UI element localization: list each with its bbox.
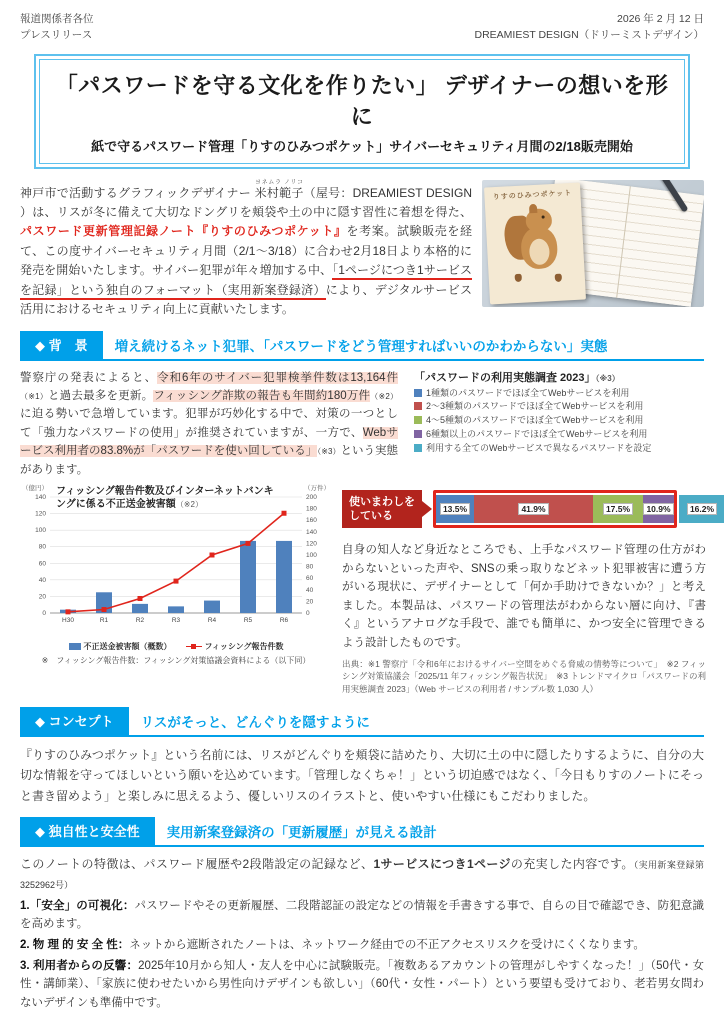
background-right-column (342, 483, 715, 696)
section-heading-originality: 実用新案登録済の「更新履歴」が見える設計 (166, 825, 437, 841)
svg-text:R5: R5 (243, 616, 253, 624)
survey-title: 「パスワードの利用実態調査 2023」（※3） (414, 371, 620, 384)
svg-text:100: 100 (306, 551, 317, 559)
svg-text:40: 40 (306, 586, 314, 594)
section-heading-concept: リスがそっと、どんぐりを隠すように (140, 714, 370, 730)
svg-text:H30: H30 (62, 616, 74, 624)
background-right-paragraph: 自身の知人など身近なところでも、上手なパスワード管理の仕方がわからないといった声や、SNSの乗っ取りなどネット犯罪被害に遭う方がいる現状に、デザイナーとして「何か手助けできないか？」と考えました。本製品は、パスワードの管理法がわからない層に向け、『書く』というアナログな手段で、誰でも簡単に、かつ安全に管理できるよう設計したものです。 (342, 543, 706, 650)
svg-text:120: 120 (35, 510, 46, 518)
svg-text:100: 100 (35, 527, 46, 535)
svg-text:R1: R1 (99, 616, 109, 624)
doctype-line: プレスリリース (20, 28, 93, 41)
survey-panel (414, 369, 704, 479)
section-header-background (20, 331, 704, 361)
audience-line: 報道関係者各位 (20, 13, 94, 25)
survey-legend-item: 2～3種類のパスワードでほぼ全てWebサービスを利用 (414, 401, 704, 412)
svg-text:0: 0 (42, 609, 46, 617)
svg-text:200: 200 (306, 493, 317, 501)
lead-paragraph: 神戸市で活動するグラフィックデザイナー 米村範子ヨネムラ ノリコ（屋号：DREAMIEST DESIGN ）は、リスが冬に備えて大切なドングリを頬袋や土の中に隠す習性に着想を得た、パスワード更新管理記録ノート『りすのひみつポケット』を考案。試験販売を経て、この度サイバーセキュリティ月間（2/1～3/18）に合わせ2月18日より本格的に発売を開始いたします。サイバー犯罪が年々増加する中、「1ページにつき1サービスを記録」という独自のフォーマット（実用新案登録済）により、デジタルサービス活用におけるセキュリティ向上に貢献いたします。 (20, 179, 472, 317)
svg-text:140: 140 (306, 528, 317, 536)
legend-swatch (414, 389, 422, 397)
originality-item: 2. 物 理 的 安 全 性：ネットから遮断されたノートは、ネットワーク経由での不正アクセスリスクを受けにくくなります。 (20, 939, 645, 952)
originality-item: 3. 利用者からの反響：2025年10月から知人・友人を中心に試験販売。「複数あるアカウントの管理がしやすくなった！」（50代・女性・講師業）、「家族に使わせたいから男性向けデザインも欲しい」（60代・女性・パート）という要望も受けており、老若男女問わないデザインも準備中です。 (20, 959, 704, 1009)
svg-text:180: 180 (306, 505, 317, 513)
svg-text:R4: R4 (207, 616, 217, 624)
stack-segment-value: 13.5% (440, 503, 470, 515)
svg-text:160: 160 (306, 517, 317, 525)
section-header-originality (20, 817, 704, 847)
svg-text:140: 140 (35, 493, 46, 501)
stack-segment-value: 10.9% (643, 503, 673, 515)
svg-text:20: 20 (38, 593, 46, 601)
background-content (20, 369, 704, 479)
notebook-cover-photo (484, 182, 586, 304)
survey-legend-item: 1種類のパスワードでほぼ全てWebサービスを利用 (414, 388, 704, 399)
svg-text:120: 120 (306, 540, 317, 548)
notebook-cover-title: りすのひみつポケット (492, 189, 573, 201)
svg-text:R3: R3 (171, 616, 181, 624)
svg-text:60: 60 (306, 575, 314, 583)
legend-swatch (414, 430, 422, 438)
reuse-arrow-icon (422, 501, 432, 517)
page-subtitle: 紙で守るパスワード管理「りすのひみつポケット」サイバーセキュリティ月間の2/18販売開始 (91, 138, 633, 154)
page-title: 「パスワードを守る文化を作りたい」 デザイナーの想いを形に (55, 72, 669, 129)
section-tag-concept: ◆ コンセプト (20, 707, 129, 735)
reuse-highlight-frame (433, 490, 677, 528)
phishing-combo-chart (20, 483, 332, 696)
date-line: 2026 年 2 月 12 日 (617, 13, 704, 25)
meta-right (474, 12, 704, 44)
survey-legend-item: 4～5種類のパスワードでほぼ全てWebサービスを利用 (414, 415, 704, 426)
legend-swatch (414, 402, 422, 410)
stack-segment-value: 41.9% (518, 503, 548, 515)
survey-legend-item: 6種類以上のパスワードでほぼ全てWebサービスを利用 (414, 429, 704, 440)
svg-text:60: 60 (38, 560, 46, 568)
sources-footnote: 出典：※1 警察庁「令和6年におけるサイバー空間をめぐる脅威の情勢等について」 ※2 フィッシング対策協議会「2025/11 年フィッシング報告状況」 ※3 トレンドマイクロ「パスワードの利用実態調査 2023」（Web サービスの利用者 / サンプル数 1,030 人） (342, 658, 706, 695)
chart-legend: 不正送金被害額（概数） フィッシング報告件数 (20, 641, 332, 652)
background-paragraph: 警察庁の発表によると、令和6年のサイバー犯罪検挙件数は13,164件（※1）と過去最多を更新。フィッシング詐欺の報告も年間約180万件（※2）に迫る勢いで急増しています。犯罪が巧妙化する中で、対策の一つとして「強力なパスワードの使用」が推奨されていますが、一方で、Webサービス利用者の83.8%が「パスワードを使い回している」（※3）という実態があります。 (20, 371, 398, 476)
legend-swatch (414, 416, 422, 424)
section-heading-background: 増え続けるネット犯罪、「パスワードをどう管理すればいいのかわからない」実態 (114, 338, 608, 354)
stack-segment (679, 495, 724, 523)
title-box (34, 54, 690, 169)
chart-footnote: ※ フィッシング報告件数：フィッシング対策協議会資料による（以下同） (41, 655, 311, 665)
section-header-concept (20, 707, 704, 737)
designer-name: 米村範子ヨネムラ ノリコ (254, 179, 304, 200)
concept-paragraph: 『りすのひみつポケット』という名前には、リスがどんぐりを頬袋に詰めたり、大切に土の中に隠したりするように、自分の大切な情報を守ってほしいという願いを込めています。「管理しなくちゃ！」という切迫感ではなく、「今日もりすのノートにそっと書き留めよう」と楽しみに思えるよう、優しいリスのイラストと、使いやすい仕様にもこだわりました。 (20, 747, 704, 803)
svg-text:0: 0 (306, 609, 310, 617)
format-underlined: 「1ページにつき1サービスを記録」という独自のフォーマット（実用新案登録済） (20, 263, 472, 299)
document-meta (20, 12, 704, 44)
chart-title: フィッシング報告件数及びインターネットバンキングに係る不正送金被害額（※2） (56, 485, 274, 510)
legend-swatch (414, 444, 422, 452)
right-axis-unit: （万件） (304, 484, 330, 492)
svg-text:80: 80 (38, 543, 46, 551)
product-photo (482, 180, 704, 307)
survey-legend-item: 利用する全てのWebサービスで異なるパスワードを設定 (414, 443, 704, 454)
line-series-swatch (186, 643, 202, 650)
company-line: DREAMIEST DESIGN（ドリーミストデザイン） (474, 28, 704, 41)
svg-text:40: 40 (38, 576, 46, 584)
svg-text:R6: R6 (279, 616, 289, 624)
svg-text:R2: R2 (135, 616, 145, 624)
meta-left (20, 12, 94, 44)
stack-segment-value: 17.5% (603, 503, 633, 515)
reuse-callout: 使いまわしを している (342, 490, 422, 529)
charts-row (20, 483, 715, 696)
svg-text:20: 20 (306, 598, 314, 606)
product-name-red: パスワード更新管理記録ノート『りすのひみつポケット』 (20, 224, 347, 239)
section-tag-background: ◆ 背 景 (20, 331, 103, 359)
left-axis-unit: （億円） (22, 484, 48, 492)
section-tag-originality: ◆ 独自性と安全性 (20, 817, 155, 845)
bar-series-swatch (69, 643, 81, 650)
lead-section (20, 180, 704, 320)
stack-segment-value: 16.2% (687, 503, 717, 515)
originality-intro: このノートの特徴は、パスワード履歴や2段階設定の記録など、1サービスにつき1ページの充実した内容です。（実用新案登録第3252962号） (20, 857, 704, 891)
originality-item: 1.「安全」の可視化：パスワードやその更新履歴、二段階認証の設定などの情報を手書きする事で、自らの目で確認でき、防犯意識を高めます。 (20, 899, 705, 931)
svg-text:80: 80 (306, 563, 314, 571)
password-reuse-bar (342, 483, 715, 535)
stacked-bar-chart (436, 495, 724, 523)
